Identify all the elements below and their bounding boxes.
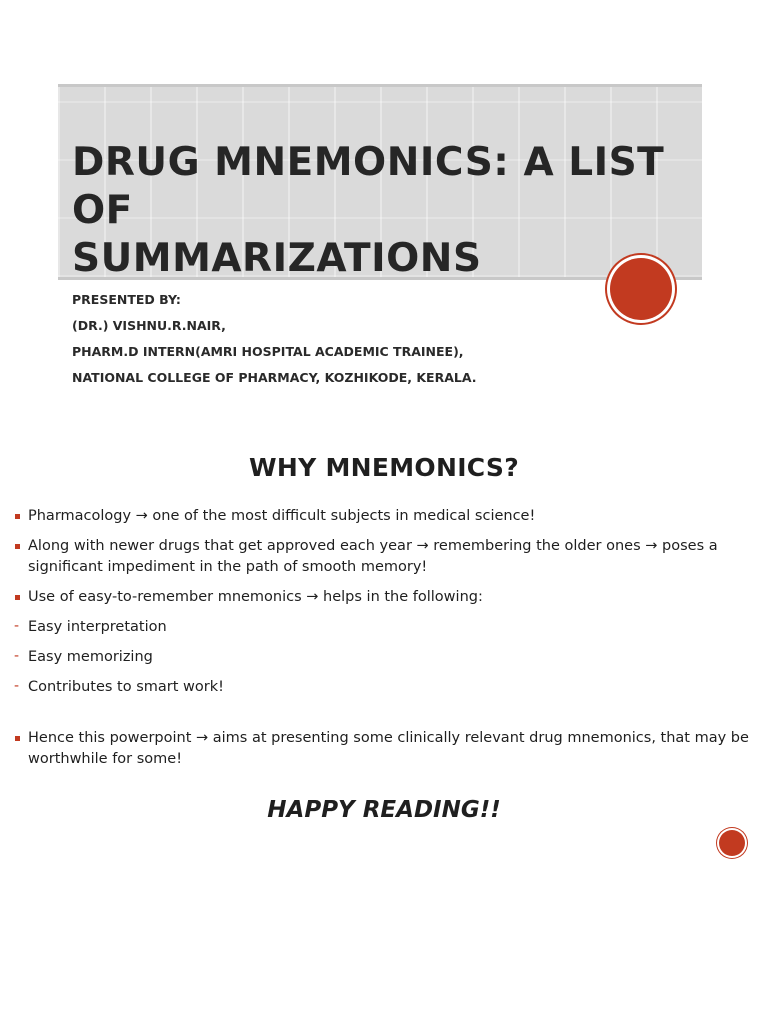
list-item	[14, 677, 750, 698]
list-item	[14, 728, 750, 770]
section-title: WHY MNEMONICS?	[248, 453, 520, 482]
slide-title	[72, 139, 692, 283]
dash-bullet-icon: -	[14, 648, 20, 664]
presenter-block	[72, 287, 672, 391]
title-band	[58, 84, 702, 280]
presenter-line: NATIONAL COLLEGE OF PHARMACY, KOZHIKODE, KERALA.	[72, 370, 477, 385]
bullet-list	[14, 506, 750, 779]
dash-bullet-icon: -	[14, 678, 20, 694]
presenter-line: PHARM.D INTERN(AMRI HOSPITAL ACADEMIC TRAINEE),	[72, 344, 464, 359]
list-item	[14, 617, 750, 638]
presenter-line: PRESENTED BY:	[72, 292, 181, 307]
why-mnemonics-slide	[0, 440, 768, 1024]
list-item	[14, 536, 750, 578]
title-slide	[0, 0, 768, 420]
list-item	[14, 647, 750, 668]
list-item-text: Easy interpretation	[28, 619, 167, 635]
list-item-text: Contributes to smart work!	[28, 679, 224, 695]
decorative-circle-icon	[719, 830, 745, 856]
list-item-text: Along with newer drugs that get approved each year → remembering the older ones → poses a significant impediment in the path of smooth memory!	[28, 538, 718, 575]
presenter-line: (DR.) VISHNU.R.NAIR,	[72, 318, 226, 333]
dash-bullet-icon: -	[14, 618, 20, 634]
list-item-text: Easy memorizing	[28, 649, 153, 665]
slide-title-line-2: SUMMARIZATIONS	[72, 236, 482, 281]
list-item-text: Pharmacology → one of the most difficult subjects in medical science!	[28, 508, 536, 524]
slide-title-line-1: DRUG MNEMONICS: A LIST OF	[72, 140, 665, 233]
closing-text: HAPPY READING!!	[267, 797, 501, 823]
list-item-text: Hence this powerpoint → aims at presenting some clinically relevant drug mnemonics, that may be worthwhile for some!	[28, 730, 749, 767]
list-item	[14, 506, 750, 527]
list-item	[14, 587, 750, 608]
list-item-text: Use of easy-to-remember mnemonics → helps in the following:	[28, 589, 483, 605]
